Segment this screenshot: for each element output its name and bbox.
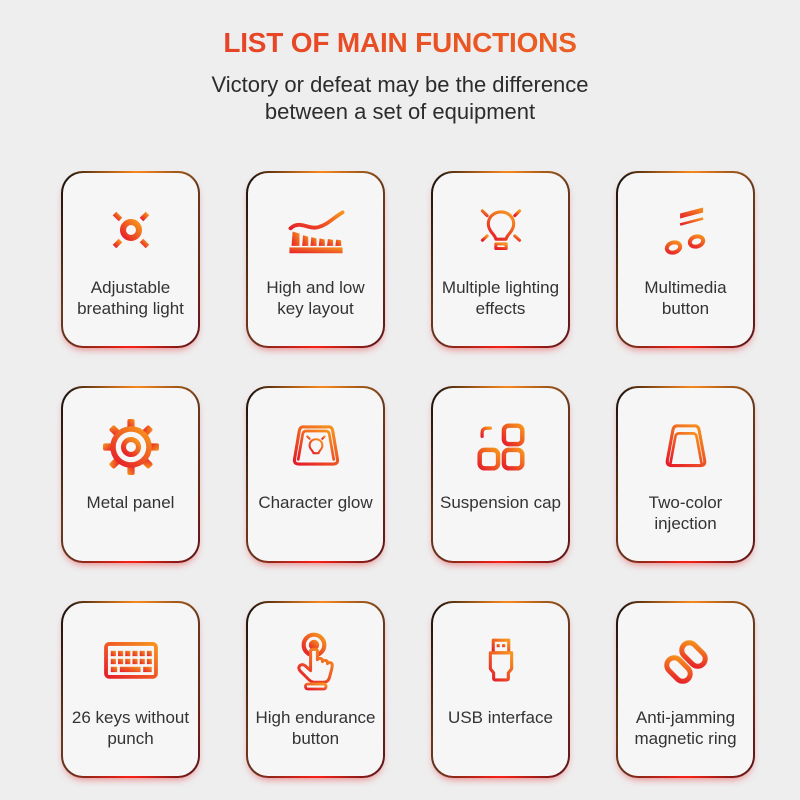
gear-icon [99,411,163,483]
page-subtitle [0,72,800,126]
feature-label: Multimedia button [644,277,727,318]
feature-card-key-layout [246,171,385,348]
music-note-icon [654,196,718,268]
feature-card-two-color [616,386,755,563]
feature-label: 26 keys without punch [71,707,190,748]
feature-card-breathing-light [61,171,200,348]
feature-card-suspension-cap [431,386,570,563]
page-title: LIST OF MAIN FUNCTIONS [0,0,800,59]
feature-card-lighting-effects [431,171,570,348]
feature-label: Suspension cap [440,492,561,512]
chain-link-icon [654,626,718,698]
feature-label: Anti-jamming magnetic ring [634,707,737,748]
feature-label: Multiple lighting effects [441,277,560,318]
feature-label: USB interface [448,707,553,727]
usb-plug-icon [470,626,532,698]
feature-grid [61,171,755,778]
feature-label: Character glow [258,492,373,512]
feature-label: High endurance button [255,707,376,748]
subtitle-line-1: Victory or defeat may be the difference [211,72,589,97]
feature-label: Adjustable breathing light [77,277,184,318]
feature-label: Metal panel [86,492,175,512]
finger-press-icon [284,626,348,698]
feature-card-26-keys [61,601,200,778]
key-height-profile-icon [282,196,350,268]
glowing-keycap-icon [283,411,349,483]
feature-label: High and low key layout [266,277,365,318]
feature-card-magnetic-ring [616,601,755,778]
feature-label: Two-color injection [648,492,723,533]
feature-card-metal-panel [61,386,200,563]
feature-card-multimedia [616,171,755,348]
keyboard-icon [97,626,165,698]
feature-card-usb [431,601,570,778]
subtitle-line-2: between a set of equipment [264,98,536,124]
keycap-profile-icon [653,411,719,483]
light-bulb-icon [468,196,534,268]
feature-card-character-glow [246,386,385,563]
feature-card-endurance-button [246,601,385,778]
breathing-light-icon [99,196,163,268]
four-keycaps-icon [470,411,532,483]
